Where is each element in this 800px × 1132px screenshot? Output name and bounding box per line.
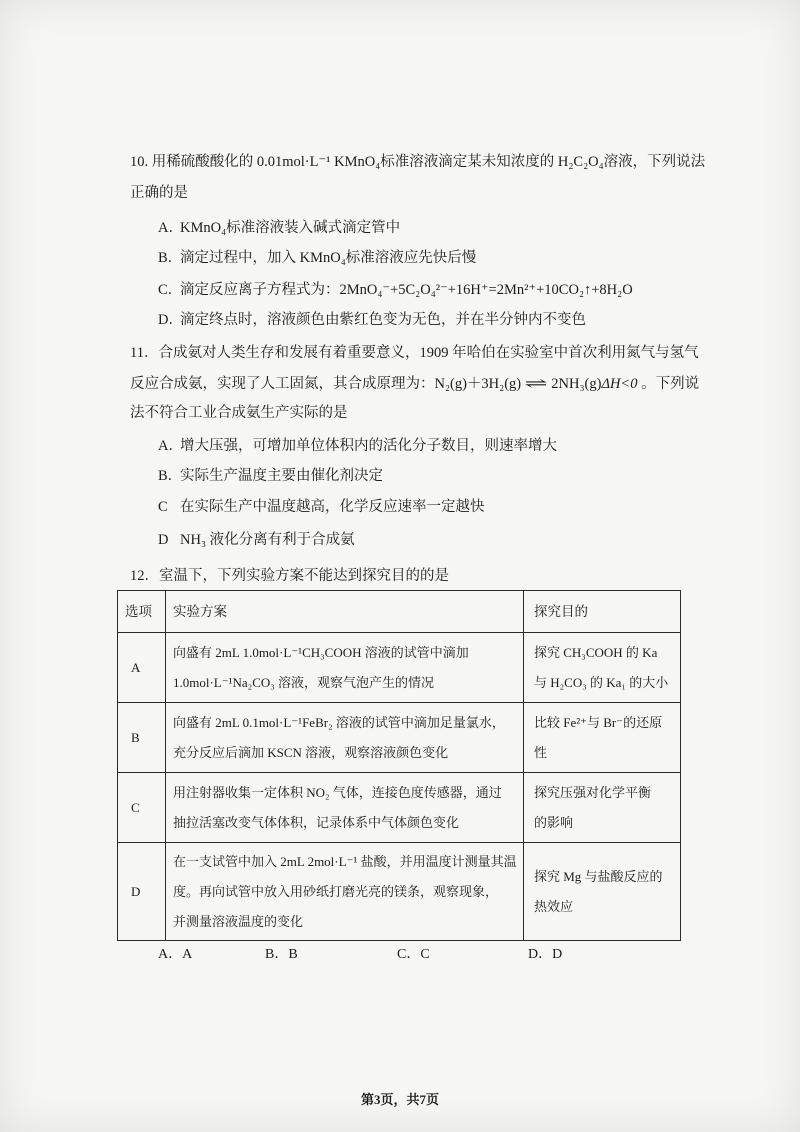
option-text: 增大压强，可增加单位体积内的活化分子数目，则速率增大 — [180, 438, 557, 454]
row-purpose — [524, 633, 681, 703]
purpose-line: 热效应 — [534, 898, 574, 914]
row-plan — [166, 703, 524, 773]
option-text: 滴定反应离子方程式为：2MnO₄⁻+5C₂O₄²⁻+16H⁺=2Mn²⁺+10CO₂↑+8H₂O — [180, 282, 633, 298]
purpose-line: 比较 Fe²⁺与 Br⁻的还原 — [534, 714, 663, 730]
q11-option-c — [158, 497, 485, 517]
plan-line: 用注射器收集一定体积 NO₂ 气体，连接色度传感器，通过 — [173, 784, 502, 800]
plan-line: 向盛有 2mL 1.0mol·L⁻¹CH₃COOH 溶液的试管中滴加 — [173, 644, 469, 660]
q11-option-b — [158, 466, 383, 486]
q10-option-d — [158, 310, 586, 330]
header-purpose: 探究目的 — [524, 591, 681, 633]
option-label: D — [158, 532, 169, 548]
q11-stem-line-3: 法不符合工业合成氨生产实际的是 — [130, 405, 348, 421]
plan-line: 抽拉活塞改变气体体积，记录体系中气体颜色变化 — [173, 814, 460, 830]
option-label: A． — [158, 438, 183, 454]
option-label: C — [158, 499, 168, 515]
option-text: 实际生产温度主要由催化剂决定 — [180, 468, 383, 484]
row-purpose — [524, 773, 681, 843]
option-label: C． — [158, 282, 183, 298]
q11-product: 2NH₃(g) — [551, 376, 602, 392]
purpose-line: 性 — [534, 744, 548, 760]
q11-stem-text: 反应合成氨，实现了人工固氮，其合成原理为：N₂(g)＋3H₂(g) — [130, 376, 522, 392]
plan-line: 1.0mol·L⁻¹Na₂CO₃ 溶液，观察气泡产生的情况 — [173, 674, 435, 690]
option-text: 滴定终点时，溶液颜色由紫红色变为无色，并在半分钟内不变色 — [180, 312, 586, 328]
table-row — [118, 843, 681, 941]
experiment-table — [117, 590, 681, 941]
q12-answer-b: B．B — [265, 947, 298, 962]
plan-line: 在一支试管中加入 2mL 2mol·L⁻¹ 盐酸，并用温度计测量其温 — [173, 853, 517, 869]
row-plan — [166, 773, 524, 843]
q11-enthalpy: ΔH<0 — [601, 376, 638, 392]
option-text: 在实际生产中温度越高，化学反应速率一定越快 — [180, 499, 485, 515]
table-header-row — [118, 591, 681, 633]
header-plan: 实验方案 — [166, 591, 524, 633]
q11-option-a — [158, 436, 557, 456]
row-option: C — [118, 773, 166, 843]
q11-stem-line-2 — [130, 374, 699, 394]
purpose-line: 探究 CH₃COOH 的 Ka — [534, 644, 658, 660]
option-text: NH₃ 液化分离有利于合成氨 — [180, 532, 355, 548]
table-row — [118, 773, 681, 843]
q11-option-d — [158, 530, 355, 550]
q10-stem-line-1: 10. 用稀硫酸酸化的 0.01mol·L⁻¹ KMnO₄标准溶液滴定某未知浓度的 H₂C₂O₄溶液，下列说法 — [130, 154, 706, 170]
plan-line: 度。再向试管中放入用砂纸打磨光亮的镁条，观察现象， — [173, 883, 499, 899]
option-text: 滴定过程中，加入 KMnO₄标准溶液应先快后慢 — [180, 250, 477, 266]
q10-option-a — [158, 218, 400, 238]
row-option: B — [118, 703, 166, 773]
purpose-line: 探究压强对化学平衡 — [534, 784, 652, 800]
page-footer: 第3页，共7页 — [360, 1092, 439, 1107]
q12-stem: 12．室温下，下列实验方案不能达到探究目的的是 — [130, 568, 449, 584]
q10-stem-line-2: 正确的是 — [130, 185, 188, 201]
row-purpose — [524, 843, 681, 941]
table-row — [118, 633, 681, 703]
purpose-line: 探究 Mg 与盐酸反应的 — [534, 868, 663, 884]
q12-answer-c: C．C — [397, 947, 430, 962]
row-option: D — [118, 843, 166, 941]
header-option: 选项 — [118, 591, 166, 633]
option-label: A． — [158, 220, 183, 236]
option-label: D． — [158, 312, 183, 328]
row-option: A — [118, 633, 166, 703]
table-row — [118, 703, 681, 773]
q10-option-b — [158, 248, 476, 268]
option-text: KMnO₄标准溶液装入碱式滴定管中 — [180, 220, 401, 236]
q12-answer-d: D．D — [528, 947, 563, 962]
plan-line: 并测量溶液温度的变化 — [173, 913, 304, 929]
q11-stem-tail: 。下列说 — [637, 376, 700, 392]
plan-line: 充分反应后滴加 KSCN 溶液，观察溶液颜色变化 — [173, 744, 449, 760]
purpose-line: 的影响 — [534, 814, 574, 830]
equilibrium-arrow-icon: ⇌ — [524, 376, 548, 392]
plan-line: 向盛有 2mL 0.1mol·L⁻¹FeBr₂ 溶液的试管中滴加足量氯水， — [173, 714, 505, 730]
option-label: B． — [158, 250, 183, 266]
q10-option-c — [158, 280, 633, 300]
q11-stem-line-1: 11．合成氨对人类生存和发展有着重要意义，1909 年哈伯在实验室中首次利用氮气与氢气 — [130, 345, 699, 361]
option-label: B． — [158, 468, 183, 484]
row-plan — [166, 633, 524, 703]
q12-answer-a: A．A — [158, 947, 193, 962]
purpose-line: 与 H₂CO₃ 的 Ka₁ 的大小 — [534, 674, 669, 690]
row-plan — [166, 843, 524, 941]
row-purpose — [524, 703, 681, 773]
